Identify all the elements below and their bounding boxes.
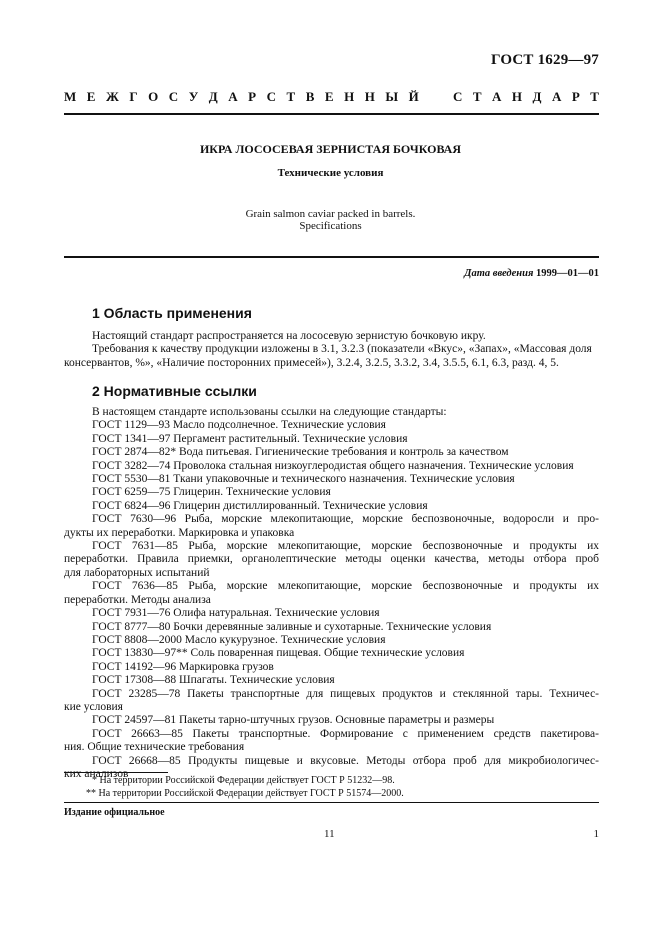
banner-letter: Р — [248, 89, 257, 104]
page-number-right: 1 — [593, 828, 599, 840]
reference-line: ГОСТ 26668—85 Продукты пищевые и вкусовые. Методы отбора проб для микробиологичес- — [92, 754, 599, 767]
banner-letter: Н — [511, 89, 523, 104]
banner-letter: А — [492, 89, 502, 104]
reference-line: ГОСТ 5530—81 Ткани упаковочные и технического назначения. Технические условия — [92, 473, 515, 486]
reference-line: В настоящем стандарте использованы ссылки на следующие стандарты: — [92, 406, 447, 418]
banner-letter: С — [453, 89, 463, 104]
banner-letter: У — [188, 89, 199, 104]
banner-letter: Ж — [105, 89, 119, 104]
banner-letter: Т — [590, 89, 599, 104]
english-title: Grain salmon caviar packed in barrels. — [245, 208, 416, 220]
reference-line: для лабораторных испытаний — [64, 566, 210, 579]
reference-line: ГОСТ 8777—80 Бочки деревянные заливные и сухотарные. Технические условия — [92, 620, 492, 633]
introduction-date — [464, 268, 599, 279]
reference-line: ГОСТ 7931—76 Олифа натуральная. Технические условия — [92, 607, 380, 620]
banner-letter: Ы — [385, 89, 399, 104]
reference-line: переработки. Методы анализа — [64, 593, 211, 606]
reference-line: ГОСТ 14192—96 Маркировка грузов — [92, 660, 274, 673]
banner-letter: О — [148, 89, 159, 104]
text-line: консервантов, %», «Наличие посторонних примесей»), 3.2.4, 3.2.5, 3.3.2, 3.4, 3.5.5, 6.1, 6.3, разд. 4, 5. — [64, 356, 559, 369]
banner-letter: Е — [86, 89, 96, 104]
banner-letter: Н — [364, 89, 375, 104]
reference-line: ния. Общие технические требования — [64, 741, 245, 754]
date-value: 1999—01—01 — [536, 268, 599, 279]
banner-letter: А — [551, 89, 562, 104]
banner-letter: Г — [129, 89, 138, 104]
page-number-center: 11 — [324, 828, 335, 840]
interstate-standard-banner — [64, 89, 599, 105]
reference-line: дукты их переработки. Маркировка и упаковка — [64, 526, 295, 539]
standard-code: ГОСТ 1629—97 — [490, 52, 599, 68]
footnote-1: * На территории Российской Федерации действует ГОСТ Р 51232—98. — [92, 775, 395, 786]
title-rule — [64, 256, 599, 258]
interstate-word — [64, 89, 419, 105]
banner-letter: Т — [472, 89, 482, 104]
footnotes — [64, 774, 404, 800]
section-2-body — [64, 406, 599, 781]
reference-line: ГОСТ 1341—97 Пергамент растительный. Технические условия — [92, 432, 408, 445]
document-subtitle: Технические условия — [277, 167, 384, 179]
banner-letter: Й — [408, 89, 419, 104]
reference-line: ГОСТ 7631—85 Рыба, морские млекопитающие, морские беспозвоночные и продукты их — [92, 540, 599, 553]
banner-letter: М — [64, 89, 77, 104]
banner-letter: Д — [532, 89, 542, 104]
date-label: Дата введения — [464, 268, 534, 279]
document-title: ИКРА ЛОСОСЕВАЯ ЗЕРНИСТАЯ БОЧКОВАЯ — [199, 142, 462, 156]
reference-line: ГОСТ 1129—93 Масло подсолнечное. Технические условия — [92, 419, 386, 432]
banner-letter: А — [228, 89, 238, 104]
section-1-body — [64, 330, 599, 370]
reference-line: ких анализов — [64, 767, 129, 780]
reference-line: ГОСТ 26663—85 Пакеты транспортные. Формирование с применением средств пакетирова- — [92, 727, 599, 740]
reference-line: переработки. Правила приемки, органолептические методы оценки качества, методы отбора проб — [64, 553, 599, 566]
standard-word — [453, 89, 599, 105]
reference-line: ГОСТ 13830—97** Соль поваренная пищевая. Общие технические условия — [92, 647, 465, 660]
text-line: Настоящий стандарт распространяется на лососевую зернистую бочковую икру. — [92, 330, 486, 342]
footer-rule — [64, 802, 599, 803]
reference-line: кие условия — [64, 700, 123, 713]
banner-letter: С — [266, 89, 276, 104]
section-1-heading: 1 Область применения — [92, 305, 252, 321]
banner-letter: В — [305, 89, 315, 104]
reference-line: ГОСТ 17308—88 Шпагаты. Технические условия — [92, 674, 335, 687]
banner-letter: Н — [344, 89, 355, 104]
banner-letter: С — [168, 89, 179, 104]
reference-line: ГОСТ 7636—85 Рыба, морские млекопитающие, морские беспозвоночные и продукты их — [92, 580, 599, 593]
header-rule — [64, 113, 599, 115]
footnote-2: ** На территории Российской Федерации действует ГОСТ Р 51574—2000. — [86, 788, 404, 799]
official-edition: Издание официальное — [64, 807, 165, 818]
reference-line: ГОСТ 3282—74 Проволока стальная низкоуглеродистая общего назначения. Технические условия — [92, 459, 574, 472]
banner-letter: Д — [208, 89, 218, 104]
section-2-heading: 2 Нормативные ссылки — [92, 383, 257, 399]
banner-letter: Т — [286, 89, 296, 104]
reference-line: ГОСТ 23285—78 Пакеты транспортные для пищевых продуктов и стеклянной тары. Техничес- — [92, 687, 599, 700]
footnote-rule — [64, 772, 168, 773]
reference-line: ГОСТ 6824—96 Глицерин дистиллированный. Технические условия — [92, 499, 428, 512]
reference-line: ГОСТ 7630—96 Рыба, морские млекопитающие, морские беспозвоночные, водоросли и про- — [92, 513, 599, 526]
reference-line: ГОСТ 24597—81 Пакеты тарно-штучных грузов. Основные параметры и размеры — [92, 714, 495, 727]
english-subtitle: Specifications — [299, 220, 362, 232]
text-line: Требования к качеству продукции изложены в 3.1, 3.2.3 (показатели «Вкус», «Запах», «Массовая доля — [92, 343, 592, 356]
reference-line: ГОСТ 6259—75 Глицерин. Технические условия — [92, 486, 331, 499]
banner-letter: Р — [571, 89, 580, 104]
reference-line: ГОСТ 8808—2000 Масло кукурузное. Технические условия — [92, 633, 386, 646]
reference-line: ГОСТ 2874—82* Вода питьевая. Гигиенические требования и контроль за качеством — [92, 446, 509, 459]
banner-letter: Е — [324, 89, 334, 104]
